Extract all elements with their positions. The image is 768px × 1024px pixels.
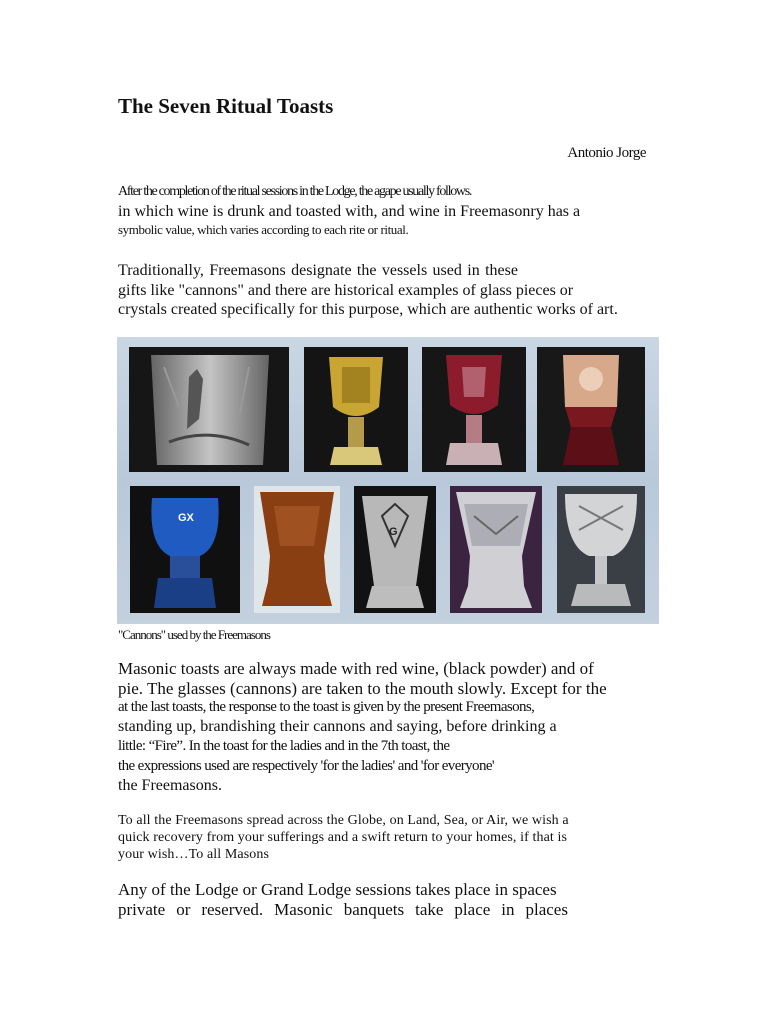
document-title: The Seven Ritual Toasts xyxy=(118,94,334,118)
word: Masonic xyxy=(274,900,333,919)
author-name: Antonio Jorge xyxy=(567,145,646,161)
word: banquets xyxy=(343,900,405,919)
word: the xyxy=(356,262,377,279)
intro-line-2: in which wine is drunk and toasted with, and wine in Freemasonry has a xyxy=(118,203,581,220)
toasts-line-6: the expressions used are respectively 'for the ladies' and 'for everyone' xyxy=(118,758,495,774)
word: private xyxy=(118,900,166,919)
word: these xyxy=(485,262,518,279)
toasts-line-5: little: “Fire”. In the toast for the ladies and in the 7th toast, the xyxy=(118,738,450,754)
glass-photo-amber-goblet xyxy=(304,347,408,472)
glass-label-g: G xyxy=(389,526,398,538)
glass-photo-etched-goblet xyxy=(557,486,645,613)
toasts-line-2: pie. The glasses (cannons) are taken to the mouth slowly. Except for the xyxy=(118,679,607,698)
sessions-line-1: Any of the Lodge or Grand Lodge sessions takes place in spaces xyxy=(118,880,557,899)
toasts-line-7: the Freemasons. xyxy=(118,777,222,794)
intro-line-3: symbolic value, which varies according to each rite or ritual. xyxy=(118,222,409,237)
word: reserved. xyxy=(201,900,264,919)
word: take xyxy=(415,900,444,919)
sessions-line-2 xyxy=(118,900,568,920)
glass-photo-cut-crystal xyxy=(450,486,542,613)
glass-photo-amber-tumbler xyxy=(254,486,340,613)
word: used xyxy=(432,262,462,279)
vessels-line-2: gifts like "cannons" and there are historical examples of glass pieces or xyxy=(118,282,574,299)
glass-photo-red-goblet xyxy=(422,347,526,472)
wish-line-3: your wish…To all Masons xyxy=(118,847,270,862)
glass-label-gx: GX xyxy=(178,512,194,524)
glass-photo-ruby-engraved xyxy=(537,347,645,472)
cannons-figure xyxy=(117,337,659,624)
word: Freemasons xyxy=(209,262,286,279)
wish-line-2: quick recovery from your sufferings and a swift return to your homes, if that is xyxy=(118,830,568,845)
glass-photo-engraved-tumbler xyxy=(129,347,289,472)
glass-photo-clear-g xyxy=(354,486,436,613)
glass-photo-blue-gx xyxy=(130,486,240,613)
vessels-line-3: crystals created specifically for this purpose, which are authentic works of art. xyxy=(118,301,618,318)
word: places xyxy=(525,900,568,919)
word: designate xyxy=(291,262,352,279)
toasts-line-4: standing up, brandishing their cannons and saying, before drinking a xyxy=(118,718,557,735)
word: Traditionally, xyxy=(118,262,204,279)
toasts-line-1: Masonic toasts are always made with red wine, (black powder) and of xyxy=(118,659,594,678)
word: in xyxy=(467,262,480,279)
wish-line-1: To all the Freemasons spread across the Globe, on Land, Sea, or Air, we wish a xyxy=(118,813,569,828)
figure-caption: "Cannons" used by the Freemasons xyxy=(118,627,270,642)
word: vessels xyxy=(381,262,428,279)
toasts-line-3: at the last toasts, the response to the toast is given by the present Freemasons, xyxy=(118,699,535,715)
intro-line-1: After the completion of the ritual sessions in the Lodge, the agape usually follows. xyxy=(118,184,472,199)
word: in xyxy=(501,900,515,919)
vessels-line-1 xyxy=(118,262,518,280)
word: place xyxy=(454,900,491,919)
word: or xyxy=(176,900,191,919)
